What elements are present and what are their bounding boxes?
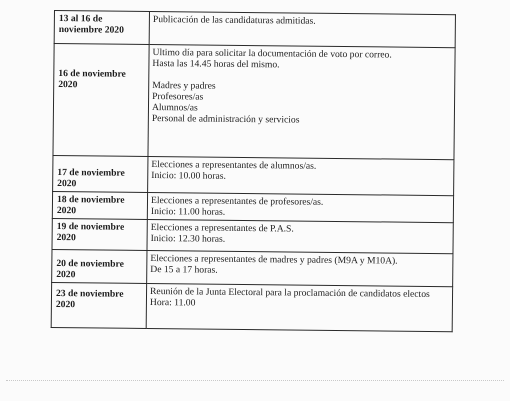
date-cell (52, 191, 147, 219)
event-cell (148, 156, 454, 195)
date-cell (51, 282, 146, 328)
table-row (52, 218, 453, 253)
event-line: Personal de administración y servicios (151, 113, 300, 126)
event-line: Profesores/as (152, 91, 204, 103)
date-line: 13 al 16 de (58, 13, 103, 25)
date-line: 20 de noviembre (56, 258, 124, 270)
table-row (52, 191, 453, 222)
table-row (53, 44, 455, 160)
date-cell (53, 155, 148, 192)
event-line: Inicio: 10.00 horas. (151, 170, 226, 182)
event-cell (147, 219, 453, 253)
date-line: 17 de noviembre (57, 167, 125, 179)
event-line: Inicio: 12.30 horas. (150, 233, 226, 245)
date-line: noviembre 2020 (58, 24, 124, 36)
event-cell (147, 192, 453, 222)
table-row (53, 155, 454, 195)
table-row (52, 249, 453, 286)
date-line: 2020 (56, 269, 76, 281)
event-line: Inicio: 11.00 horas. (150, 206, 226, 218)
date-line: 23 de noviembre (55, 288, 124, 300)
date-line: 18 de noviembre (56, 194, 125, 206)
event-line: Reunión de la Junta Electoral para la proclamación de candidatos electos (149, 286, 430, 300)
event-cell (148, 44, 455, 159)
event-cell (149, 12, 455, 48)
scan-dotted-line (6, 380, 504, 383)
event-line: De 15 a 17 horas. (150, 264, 218, 276)
date-line: 16 de noviembre (58, 68, 126, 80)
date-line: 2020 (58, 79, 78, 91)
date-cell (54, 11, 149, 45)
table-row (51, 282, 452, 331)
date-line: 2020 (55, 299, 76, 311)
date-cell (52, 218, 147, 250)
date-line: 19 de noviembre (56, 221, 125, 233)
date-cell (52, 249, 147, 283)
event-cell (146, 283, 452, 331)
event-line: Hasta las 14.45 horas del mismo. (152, 58, 280, 71)
table-row (54, 11, 455, 48)
date-line: 2020 (57, 178, 77, 190)
date-cell (53, 44, 149, 157)
event-line: Madres y padres (152, 80, 216, 92)
event-line: Ultimo día para solicitar la documentación de voto por correo. (152, 47, 392, 61)
date-line: 2020 (56, 232, 76, 244)
event-line: Elecciones a representantes de alumnos/as. (151, 159, 317, 172)
event-line: Elecciones a representantes de madres y padres (M9A y M10A). (150, 253, 398, 267)
event-line: Elecciones a representantes de P.A.S. (150, 222, 294, 235)
election-schedule-table (51, 10, 456, 332)
event-line: Publicación de las candidaturas admitidas. (152, 14, 316, 27)
event-line: Elecciones a representantes de profesores/as. (150, 195, 324, 208)
event-cell (147, 250, 453, 286)
date-line: 2020 (56, 205, 77, 217)
event-line: Alumnos/as (151, 102, 198, 114)
event-line: Hora: 11.00 (149, 297, 196, 309)
